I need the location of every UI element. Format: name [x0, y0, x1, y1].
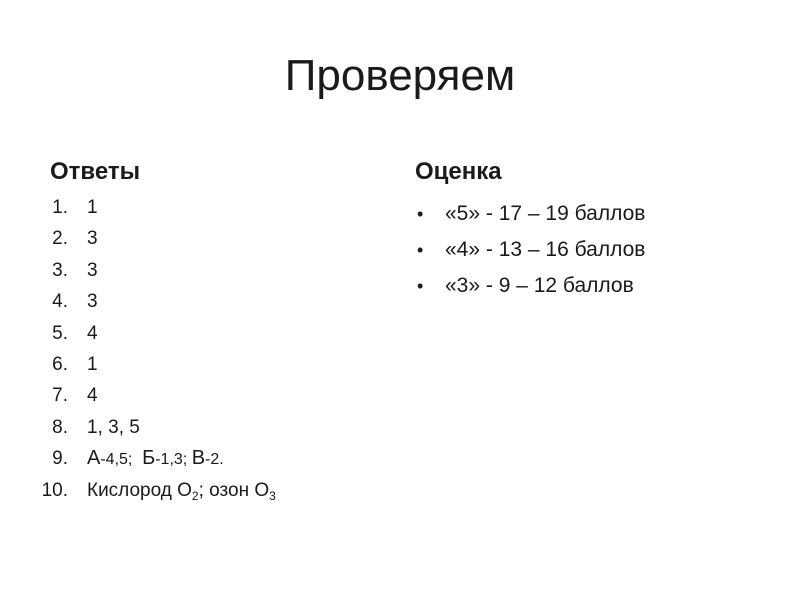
item-number: 5.: [52, 322, 68, 344]
list-item: [20, 380, 380, 411]
item-answer: [87, 443, 224, 475]
bullet-icon: •: [417, 240, 424, 260]
item-number: 2.: [52, 228, 68, 250]
item-answer: 1: [87, 353, 98, 375]
item-number: 9.: [52, 448, 68, 470]
slide-title: Проверяем: [284, 51, 516, 100]
list-item: [20, 412, 380, 443]
answer-letter-a: А: [87, 447, 101, 470]
item-number: 4.: [52, 291, 68, 313]
answers-list: [20, 192, 380, 506]
item-number: 10.: [41, 479, 68, 501]
item-answer: 1, 3, 5: [87, 416, 140, 438]
answer-values-b: -1,3;: [155, 451, 192, 469]
item-answer: 4: [87, 385, 98, 407]
oxygen-text: Кислород О: [87, 479, 192, 501]
item-answer: [87, 475, 276, 506]
item-number: 3.: [52, 259, 68, 281]
answer-letter-b: Б: [142, 447, 156, 470]
list-item: [20, 192, 380, 223]
item-answer: 3: [87, 291, 98, 313]
ozone-subscript: 3: [269, 488, 276, 503]
list-item: [20, 318, 380, 349]
list-item: [20, 223, 380, 254]
list-item: [20, 349, 380, 380]
list-item: [20, 475, 380, 506]
bullet-icon: •: [417, 276, 424, 296]
list-item: [20, 443, 380, 474]
list-item: [415, 196, 645, 232]
answers-heading: Ответы: [50, 158, 141, 185]
item-answer: 3: [87, 259, 98, 281]
answer-values-v: -2.: [205, 451, 224, 469]
list-item: [415, 268, 645, 304]
answer-letter-v: В: [191, 447, 206, 470]
grades-heading: Оценка: [415, 158, 502, 185]
ozone-text: ; озон О: [198, 479, 270, 501]
item-answer: 1: [87, 197, 98, 218]
oxygen-subscript: 2: [191, 488, 199, 503]
item-answer: 4: [87, 322, 98, 344]
grades-list: [415, 196, 645, 304]
item-number: 8.: [52, 416, 68, 438]
answer-values-a: -4,5;: [100, 451, 137, 469]
item-number: 6.: [52, 353, 68, 375]
item-number: 1.: [52, 197, 68, 218]
list-item: [20, 255, 380, 286]
item-answer: 3: [87, 228, 98, 250]
list-item: [20, 286, 380, 317]
list-item: [415, 232, 645, 268]
bullet-icon: •: [417, 204, 424, 224]
item-number: 7.: [52, 385, 68, 407]
grade-text: «3» - 9 – 12 баллов: [445, 274, 634, 297]
grade-text: «5» - 17 – 19 баллов: [445, 202, 646, 225]
grade-text: «4» - 13 – 16 баллов: [445, 238, 646, 261]
